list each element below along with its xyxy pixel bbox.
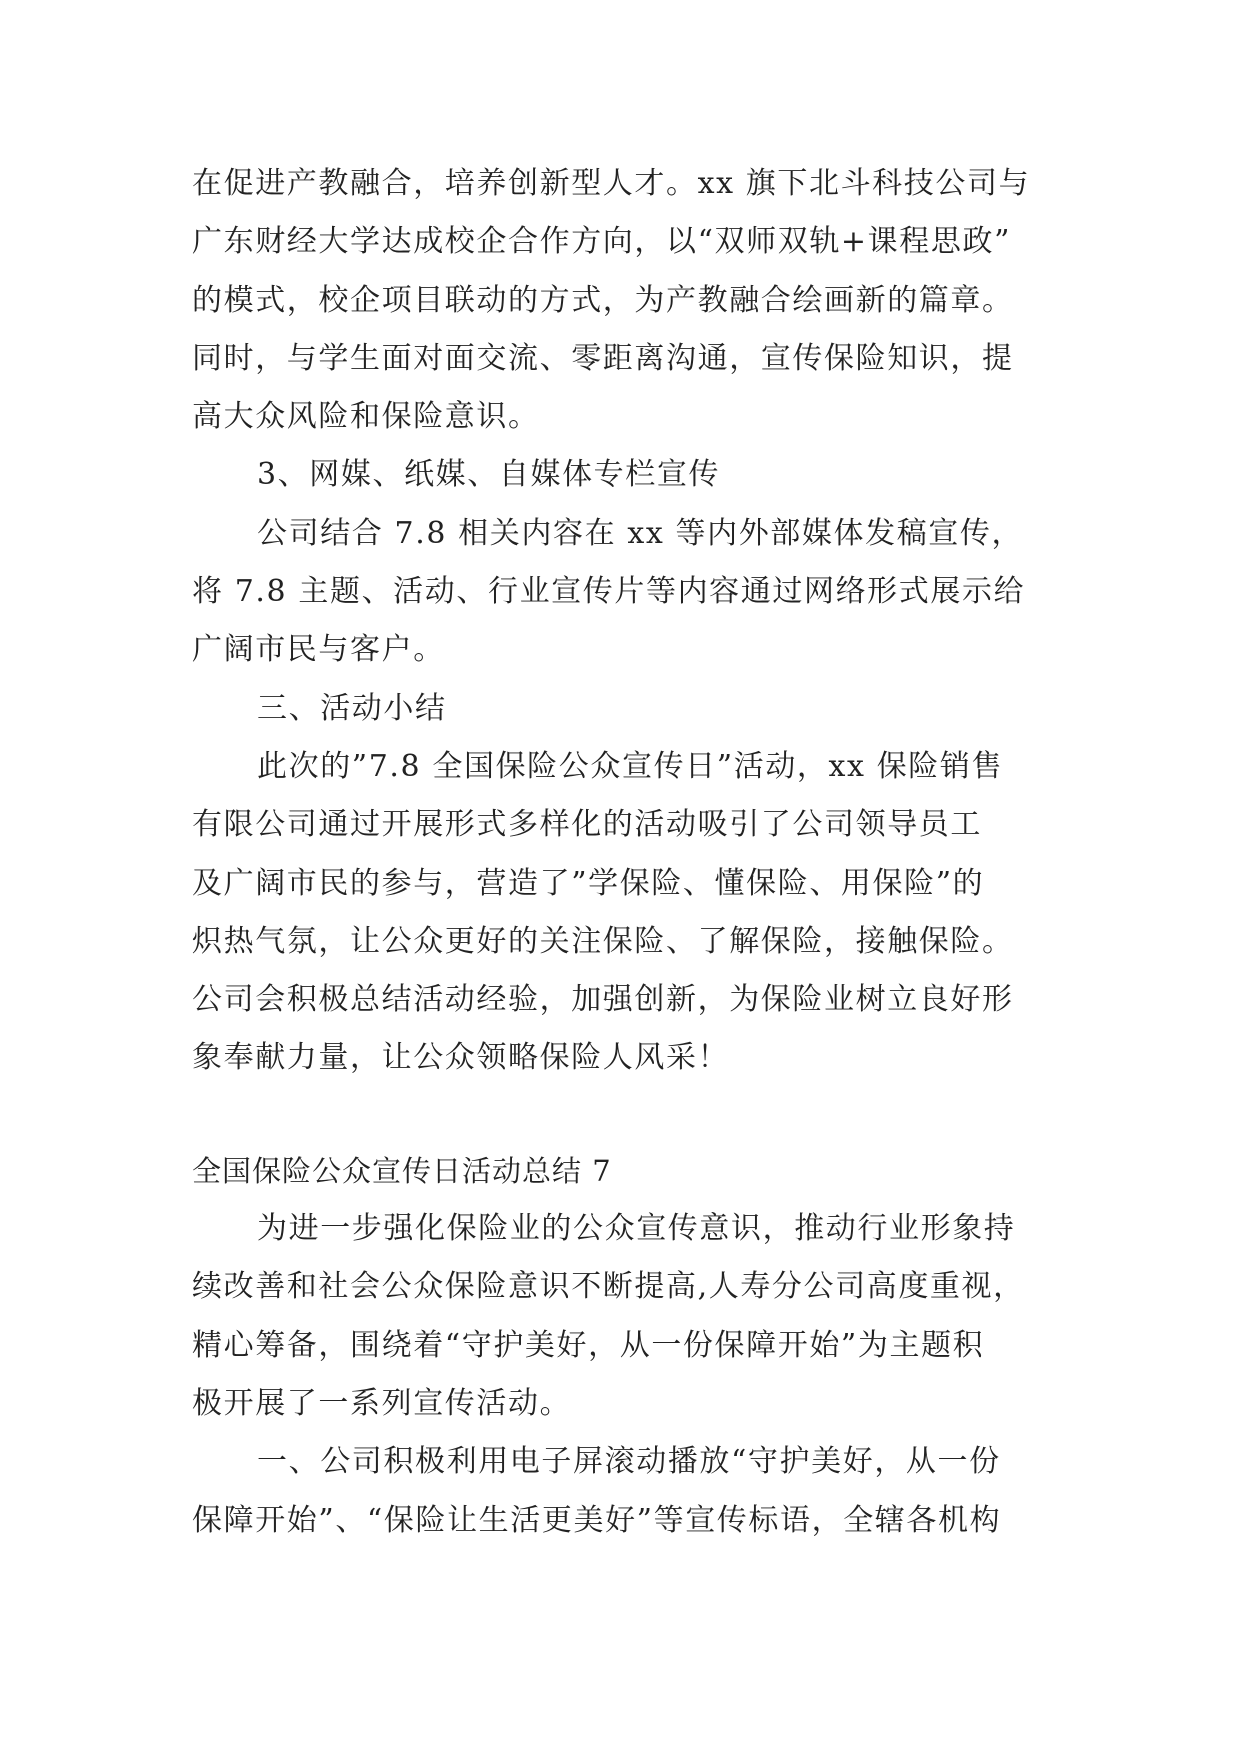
section-gap xyxy=(192,1088,1062,1142)
paragraph-summary xyxy=(192,738,1062,1088)
text-line: 公司会积极总结活动经验，加强创新，为保险业树立良好形 xyxy=(192,982,1014,1018)
text-line: 极开展了一系列宣传活动。 xyxy=(192,1385,572,1421)
text-line: 在促进产教融合，培养创新型人才。xx 旗下北斗科技公司与 xyxy=(192,166,1031,201)
text-line: 精心筹备，围绕着“守护美好，从一份保障开始”为主题积 xyxy=(192,1327,985,1363)
document-body xyxy=(192,155,1062,1550)
text-line: 的模式，校企项目联动的方式，为产教融合绘画新的篇章。 xyxy=(192,282,1014,318)
paragraph-industry-education xyxy=(192,155,1062,446)
text-line: 公司结合 7.8 相关内容在 xx 等内外部媒体发稿宣传， xyxy=(257,515,1024,551)
text-line: 同时，与学生面对面交流、零距离沟通，宣传保险知识，提 xyxy=(192,340,1014,376)
paragraph-media-promotion xyxy=(192,505,1062,680)
text-line: 高大众风险和保险意识。 xyxy=(192,399,540,435)
paragraph-intro-7 xyxy=(192,1200,1062,1433)
text-line: 有限公司通过开展形式多样化的活动吸引了公司领导员工 xyxy=(192,807,982,843)
text-line: 广阔市民与客户。 xyxy=(192,632,445,668)
text-line: 将 7.8 主题、活动、行业宣传片等内容通过网络形式展示给 xyxy=(192,574,1026,610)
text-line: 一、公司积极利用电子屏滚动播放“守护美好，从一份 xyxy=(257,1444,1001,1480)
text-line: 保障开始”、“保险让生活更美好”等宣传标语，全辖各机构 xyxy=(192,1502,1002,1538)
section-heading-summary: 三、活动小结 xyxy=(257,690,447,726)
text-line: 为进一步强化保险业的公众宣传意识，推动行业形象持 xyxy=(257,1211,1016,1247)
text-line: 续改善和社会公众保险意识不断提高,人寿分公司高度重视， xyxy=(192,1269,1025,1305)
subheading-media-promotion: 3、网媒、纸媒、自媒体专栏宣传 xyxy=(257,457,721,493)
document-title-7: 全国保险公众宣传日活动总结 7 xyxy=(192,1153,612,1188)
paragraph-electronic-screen xyxy=(192,1433,1062,1550)
text-line: 及广阔市民的参与，营造了”学保险、懂保险、用保险”的 xyxy=(192,865,985,901)
text-line: 广东财经大学达成校企合作方向，以“双师双轨+课程思政” xyxy=(192,224,1012,260)
text-line: 象奉献力量，让公众领略保险人风采！ xyxy=(192,1040,730,1076)
text-line: 此次的”7.8 全国保险公众宣传日”活动，xx 保险销售 xyxy=(257,748,1004,784)
text-line: 炽热气氛，让公众更好的关注保险、了解保险，接触保险。 xyxy=(192,923,1014,959)
